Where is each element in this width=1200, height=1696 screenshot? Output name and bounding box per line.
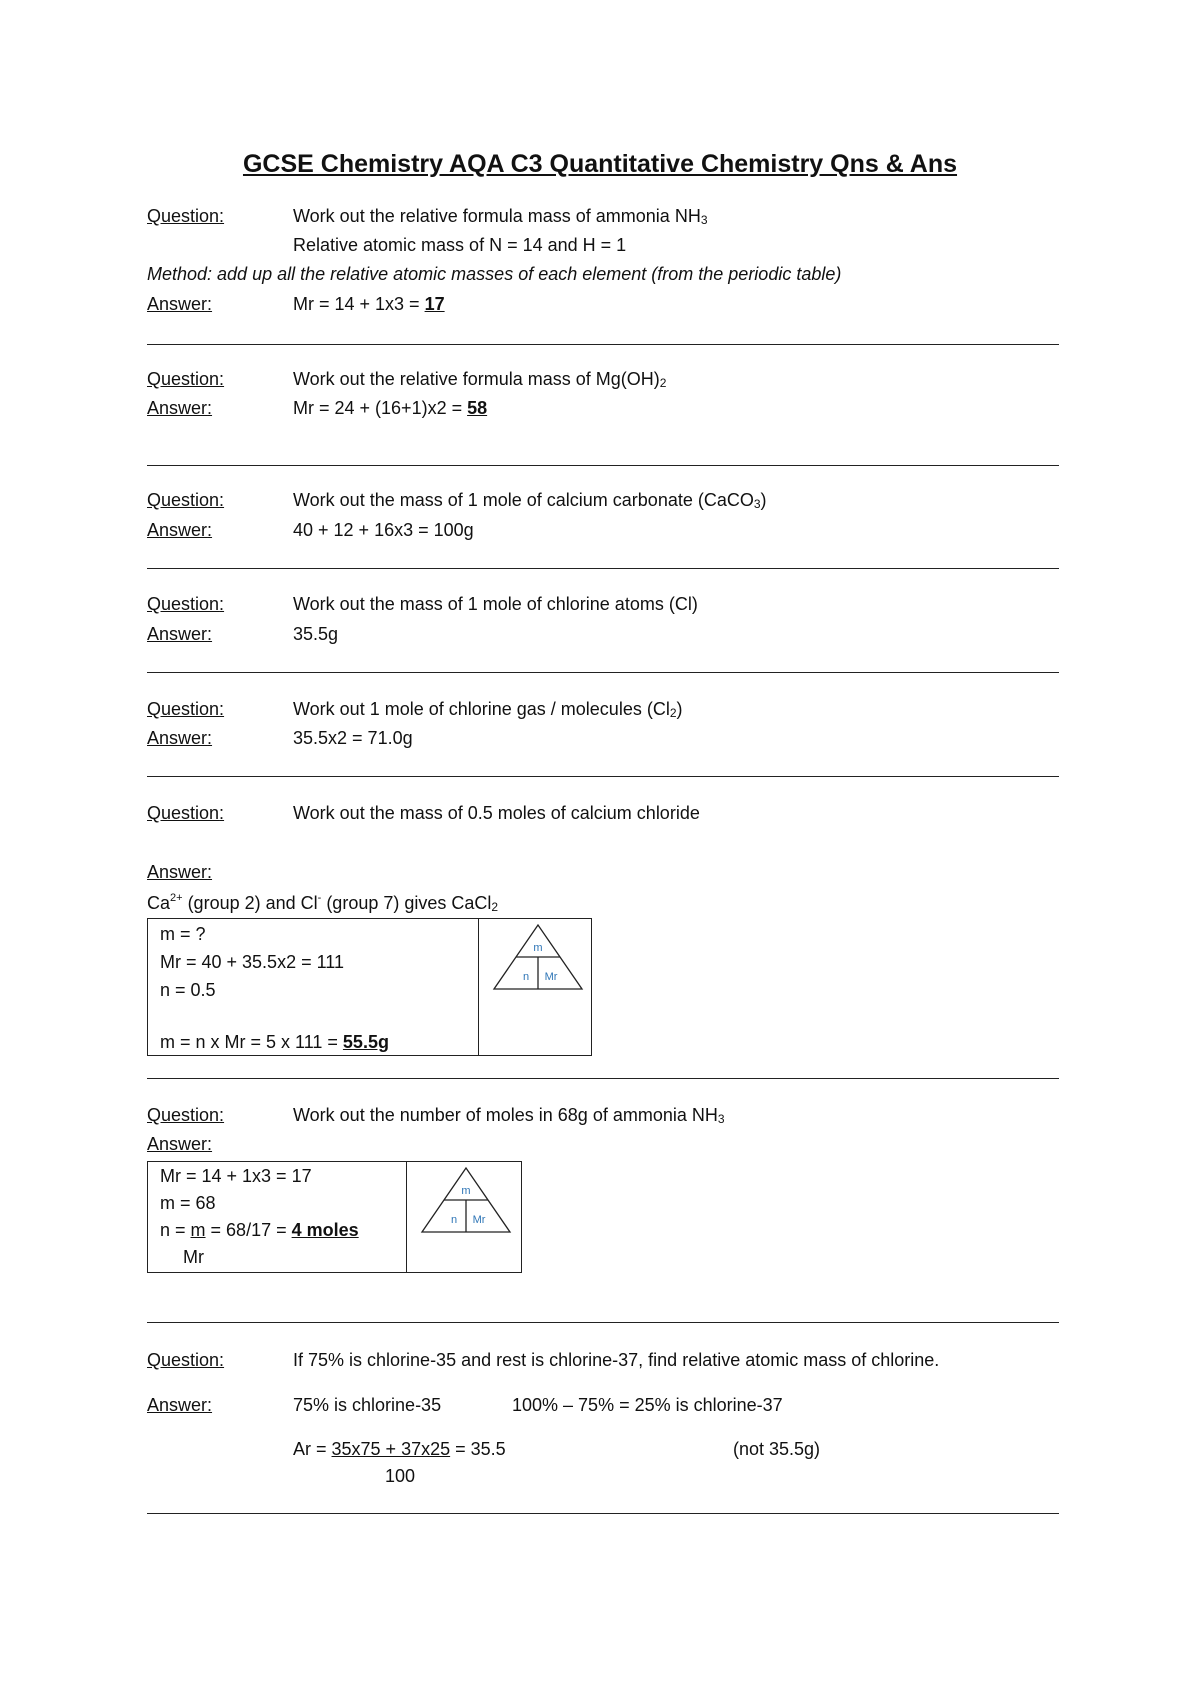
question-label	[147, 803, 224, 824]
answer-label-text: Answer	[147, 728, 208, 748]
q5-question-text: Work out 1 mole of chlorine gas / molecules (Cl	[293, 699, 670, 719]
q2-question	[293, 369, 666, 390]
q7-n-prefix: n =	[160, 1220, 191, 1240]
question-label	[147, 206, 224, 227]
colon: :	[219, 206, 225, 226]
q8-ar-prefix: Ar =	[293, 1439, 332, 1459]
q8-answer-b: 100% – 75% = 25% is chlorine-37	[512, 1395, 783, 1415]
q1-question-line2: Relative atomic mass of N = 14 and H = 1	[293, 235, 627, 255]
answer-label-text: Answer	[147, 1134, 208, 1154]
colon: :	[207, 624, 213, 644]
separator	[147, 1078, 1059, 1079]
q7-question	[293, 1105, 725, 1126]
q1-answer-value: 17	[424, 294, 445, 314]
q7-n-line	[160, 1220, 359, 1241]
q6-box-line: Mr = 40 + 35.5x2 = 111	[160, 952, 344, 972]
colon: :	[219, 490, 225, 510]
box-divider	[406, 1162, 407, 1272]
q4-question: Work out the mass of 1 mole of chlorine atoms (Cl)	[293, 594, 698, 614]
q5-question	[293, 699, 683, 720]
colon: :	[219, 594, 225, 614]
q2-question-text: Work out the relative formula mass of Mg(OH)	[293, 369, 660, 389]
q6-ion-calcium: Ca	[147, 893, 171, 913]
q8-ar-suffix: = 35.5	[450, 1439, 506, 1459]
triangle-left-label: n	[522, 971, 530, 983]
answer-label	[147, 862, 212, 883]
answer-label	[147, 398, 212, 419]
question-label	[147, 369, 224, 390]
question-label-text: Question	[147, 594, 220, 614]
q3-question-subscript: 3	[753, 497, 761, 511]
q6-final-line	[160, 1032, 389, 1053]
q6-question: Work out the mass of 0.5 moles of calcium chloride	[293, 803, 700, 823]
q6-ion-charge-1: 2+	[170, 892, 183, 904]
q7-working-box	[147, 1161, 522, 1273]
q1-answer-prefix: Mr = 14 + 1x3 =	[293, 294, 425, 314]
q3-question-close: )	[760, 490, 767, 510]
q7-box-line: m = 68	[160, 1193, 216, 1213]
separator	[147, 776, 1059, 777]
question-label	[147, 699, 224, 720]
question-label	[147, 1105, 224, 1126]
answer-label	[147, 728, 212, 749]
q6-ion-charge-2: -	[317, 892, 322, 904]
question-label-text: Question	[147, 1350, 220, 1370]
separator	[147, 672, 1059, 673]
separator	[147, 1322, 1059, 1323]
answer-label-text: Answer	[147, 1395, 208, 1415]
q5-question-subscript: 2	[669, 706, 677, 720]
question-label-text: Question	[147, 369, 220, 389]
q6-final-prefix: m = n x Mr = 5 x 111 =	[160, 1032, 343, 1052]
answer-label	[147, 294, 212, 315]
q2-answer-value: 58	[467, 398, 488, 418]
colon: :	[219, 369, 225, 389]
q6-box-line: n = 0.5	[160, 980, 216, 1000]
q8-answer-a: 75% is chlorine-35	[293, 1395, 442, 1415]
question-label-text: Question	[147, 803, 220, 823]
q2-question-subscript: 2	[659, 376, 667, 390]
q6-box-line: m = ?	[160, 924, 206, 944]
colon: :	[219, 803, 225, 823]
q6-working-box	[147, 918, 592, 1056]
answer-label-text: Answer	[147, 862, 208, 882]
answer-label	[147, 520, 212, 541]
q7-denominator: Mr	[183, 1247, 204, 1267]
q5-question-close: )	[676, 699, 683, 719]
separator	[147, 465, 1059, 466]
answer-label-text: Answer	[147, 398, 208, 418]
q7-question-text: Work out the number of moles in 68g of ammonia NH	[293, 1105, 718, 1125]
q6-final-value: 55.5g	[342, 1032, 389, 1052]
question-label-text: Question	[147, 206, 220, 226]
answer-label-text: Answer	[147, 520, 208, 540]
q7-n-mid: = 68/17 =	[205, 1220, 292, 1240]
q6-ion-line	[147, 892, 498, 914]
q7-question-subscript: 3	[717, 1112, 725, 1126]
q1-question-text: Work out the relative formula mass of ammonia NH	[293, 206, 701, 226]
colon: :	[207, 1395, 213, 1415]
triangle-top-label: m	[533, 942, 543, 954]
separator	[147, 568, 1059, 569]
answer-label	[147, 1134, 212, 1155]
page-title: GCSE Chemistry AQA C3 Quantitative Chemistry Qns & Ans	[242, 150, 958, 178]
q3-question	[293, 490, 767, 511]
q7-n-value: 4 moles	[291, 1220, 359, 1240]
question-label	[147, 490, 224, 511]
q6-ion-chloride: (group 2) and Cl	[182, 893, 318, 913]
colon: :	[207, 1134, 213, 1154]
q8-ar-note: (not 35.5g)	[733, 1439, 821, 1459]
question-label	[147, 1350, 224, 1371]
colon: :	[207, 294, 213, 314]
colon: :	[207, 520, 213, 540]
separator	[147, 1513, 1059, 1514]
q1-method: Method: add up all the relative atomic masses of each element (from the periodic table)	[147, 264, 842, 284]
box-divider	[478, 919, 479, 1055]
triangle-right-label: Mr	[544, 971, 558, 983]
answer-label-text: Answer	[147, 294, 208, 314]
formula-triangle-icon	[416, 1162, 516, 1242]
answer-label-text: Answer	[147, 624, 208, 644]
question-label-text: Question	[147, 1105, 220, 1125]
q2-answer-prefix: Mr = 24 + (16+1)x2 =	[293, 398, 468, 418]
colon: :	[207, 728, 213, 748]
triangle-top-label: m	[461, 1185, 471, 1197]
q6-ion-product-subscript: 2	[491, 900, 499, 914]
colon: :	[219, 1105, 225, 1125]
separator	[147, 344, 1059, 345]
q1-question-subscript: 3	[700, 213, 708, 227]
question-label-text: Question	[147, 490, 220, 510]
formula-triangle-icon	[488, 919, 588, 999]
q7-box-line: Mr = 14 + 1x3 = 17	[160, 1166, 312, 1186]
question-label-text: Question	[147, 699, 220, 719]
q7-n-numerator: m	[190, 1220, 206, 1240]
triangle-right-label: Mr	[472, 1214, 486, 1226]
colon: :	[219, 1350, 225, 1370]
q5-answer: 35.5x2 = 71.0g	[293, 728, 413, 748]
q8-ar-numerator: 35x75 + 37x25	[331, 1439, 451, 1459]
answer-label	[147, 1395, 212, 1416]
colon: :	[207, 398, 213, 418]
q3-answer: 40 + 12 + 16x3 = 100g	[293, 520, 474, 540]
answer-label	[147, 624, 212, 645]
q2-answer	[293, 398, 487, 419]
triangle-left-label: n	[450, 1214, 458, 1226]
q1-question	[293, 206, 708, 227]
q1-answer	[293, 294, 445, 315]
q8-question: If 75% is chlorine-35 and rest is chlorine-37, find relative atomic mass of chlorine.	[293, 1350, 940, 1370]
q6-ion-product: (group 7) gives CaCl	[321, 893, 492, 913]
q8-ar-line	[293, 1439, 506, 1460]
q3-question-text: Work out the mass of 1 mole of calcium carbonate (CaCO	[293, 490, 754, 510]
question-label	[147, 594, 224, 615]
q8-ar-denominator: 100	[385, 1466, 416, 1486]
colon: :	[207, 862, 213, 882]
q4-answer: 35.5g	[293, 624, 339, 644]
colon: :	[219, 699, 225, 719]
